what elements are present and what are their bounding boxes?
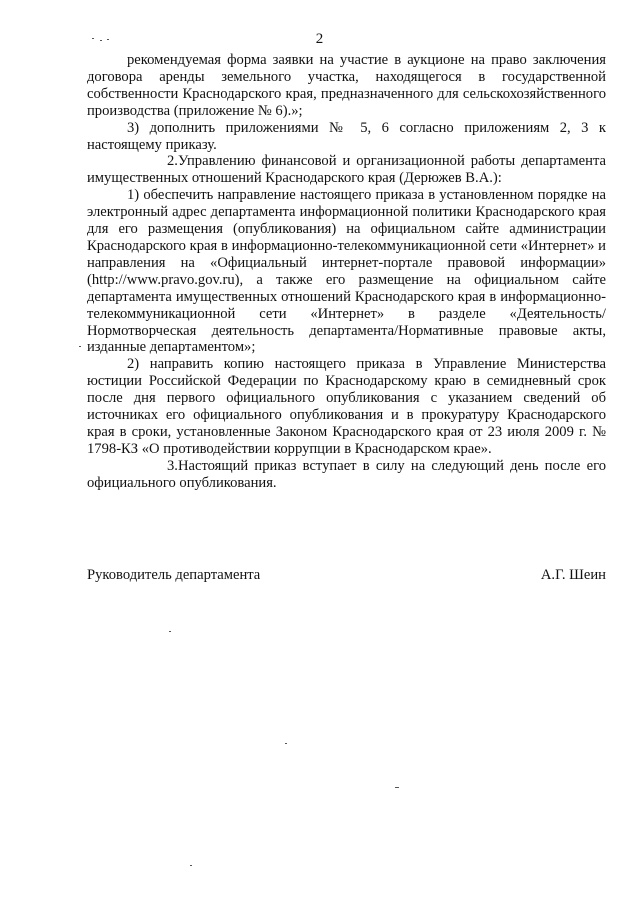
scan-speck xyxy=(395,787,399,788)
paragraph-copy-to-ministry xyxy=(87,356,606,457)
scan-speck xyxy=(100,40,102,41)
paragraph-publication xyxy=(87,187,606,356)
paragraph-text: Настоящий приказ вступает в силу на следующий день после его официального опубликования. xyxy=(87,457,606,491)
scan-speck xyxy=(79,346,81,347)
scan-speck xyxy=(285,743,287,744)
paragraph-text: рекомендуемая форма заявки на участие в аукционе на право заключения договора аренды земельного участка, находящегося в государственной собственности Краснодарского края, предназначенного для сельскохозяйственного производства (приложение № 6).»; xyxy=(87,52,606,119)
document-body xyxy=(87,52,606,492)
item-number: 2. xyxy=(167,153,178,170)
paragraph-text: 3) дополнить приложениями № 5, 6 согласно приложениям 2, 3 к настоящему приказу. xyxy=(87,119,606,153)
paragraph-item-2 xyxy=(87,153,606,187)
scan-speck xyxy=(92,38,94,39)
scan-speck xyxy=(169,631,171,632)
paragraph-text: 1) обеспечить направление настоящего приказа в установленном порядке на электронный адрес департамента информационной политики Краснодарского края для его размещения (опубликования) на официальном сайте администрации Краснодарского края в информационно-телекоммуникационной сети «Интернет» и направления на «Официальный интернет-портале правовой информации» (http://www.pravo.gov.ru), а также его размещение на официальном сайте департамента имущественных отношений Краснодарского края в информационно-телекоммуникационной сети «Интернет» в разделе «Деятельность/Нормотворческая деятельность департамента/Нормативные правовые акты, изданные департаментом»; xyxy=(87,187,606,356)
page-number: 2 xyxy=(315,31,324,47)
signature-block xyxy=(87,567,606,584)
paragraph-item-3 xyxy=(87,458,606,492)
paragraph-appendices xyxy=(87,120,606,154)
paragraph-text: Управлению финансовой и организационной работы департамента имущественных отношений Краснодарского края (Дерюжев В.А.): xyxy=(87,153,606,187)
paragraph-text: 2) направить копию настоящего приказа в Управление Министерства юстиции Российской Федерации по Краснодарскому краю в семидневный срок после дня первого официального опубликования с указанием сведений об источниках его официального опубликования и в прокуратуру Краснодарского края в сроки, установленные Законом Краснодарского края от 23 июля 2009 г. № 1798-КЗ «О противодействии коррупции в Краснодарском крае». xyxy=(87,356,606,457)
scan-speck xyxy=(107,39,109,40)
paragraph-form-6 xyxy=(87,52,606,120)
item-number: 3. xyxy=(167,457,178,474)
signatory-name: А.Г. Шеин xyxy=(540,567,606,583)
signatory-position: Руководитель департамента xyxy=(87,567,261,583)
scan-speck xyxy=(190,865,192,866)
